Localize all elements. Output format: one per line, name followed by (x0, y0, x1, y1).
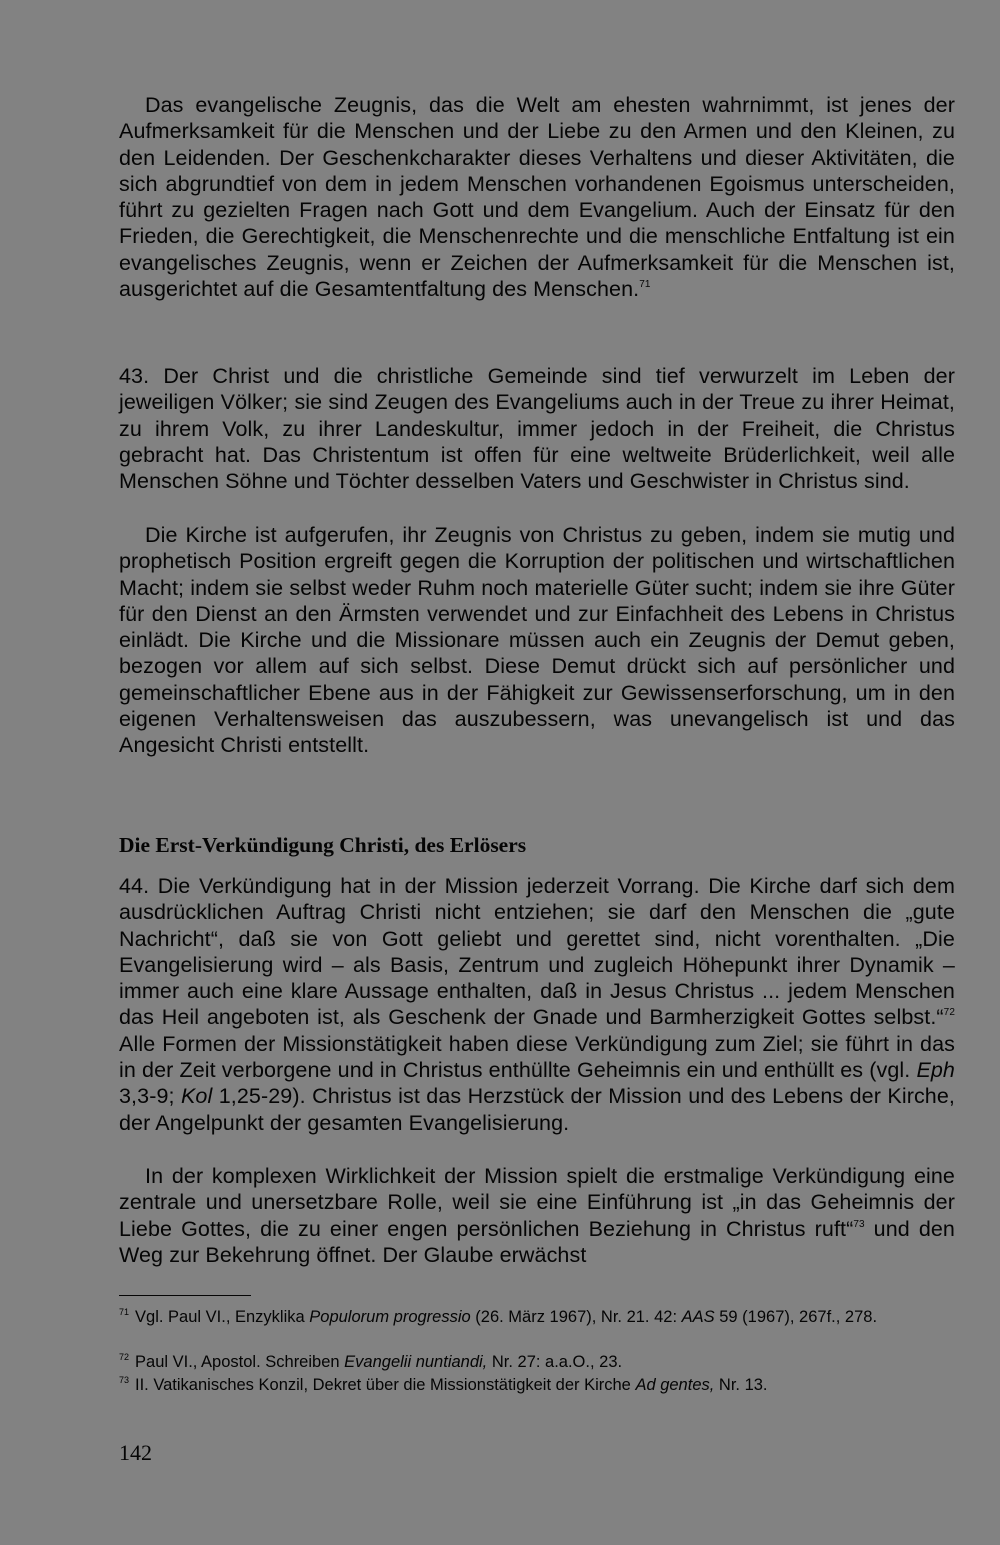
paragraph-witness (119, 92, 955, 302)
footnote-number: 73 (119, 1375, 130, 1385)
paragraph-text: 1,25-29). Christus ist das Herzstück der Mission und des Lebens der Kirche, der Angelpunkt der gesamten Evangelisierung. (119, 1084, 956, 1135)
footnote-title: AAS (681, 1308, 715, 1326)
footnote-text: Nr. 13. (714, 1376, 768, 1394)
footnote-text: Vgl. Paul VI., Enzyklika (135, 1308, 310, 1326)
footnote-ref-73: 73 (853, 1218, 865, 1230)
paragraph-text: Das evangelische Zeugnis, das die Welt am ehesten wahrnimmt, ist jenes der Aufmerksamkeit für die Menschen und der Liebe zu den Armen und den Kleinen, zu den Leidenden. Der Geschenkcharakter dieses Verhaltens und dieser Aktivitäten, die sich abgrundtief von dem in jedem Menschen vorhandenen Egoismus unterscheiden, führt zu gezielten Fragen nach Gott und dem Evangelium. Auch der Einsatz für den Frieden, die Gerechtigkeit, die Menschenrechte und die menschliche Entfaltung ist ein evangelisches Zeugnis, wenn er Zeichen der Aufmerksamkeit für die Menschen ist, ausgerichtet auf die Gesamtentfaltung des Menschen. (119, 93, 955, 302)
paragraph-text: 3,3-9; (119, 1084, 181, 1109)
footnote-title: Evangelii nuntiandi, (344, 1353, 488, 1371)
paragraph-43 (119, 363, 955, 494)
section-heading: Die Erst-Verkündigung Christi, des Erlösers (119, 833, 527, 857)
footnote-72 (119, 1352, 955, 1374)
paragraph-text: Alle Formen der Missionstätigkeit haben diese Verkündigung zum Ziel; sie führt in das in der Zeit verborgene und in Christus enthüllte Geheimnis ein und enthüllt es (vgl. (119, 1031, 955, 1083)
paragraph-text: 43. Der Christ und die christliche Gemeinde sind tief verwurzelt im Leben der jeweiligen Völker; sie sind Zeugen des Evangeliums auch in der Treue zu ihrer Heimat, zu ihrem Volk, zu ihrer Landeskultur, immer jedoch in der Freiheit, die Christus gebracht hat. Das Christentum ist offen für eine weltweite Brüderlichkeit, weil alle Menschen Söhne und Töchter desselben Vaters und Geschwister in Christus sind. (119, 364, 955, 494)
footnote-73 (119, 1375, 955, 1397)
footnote-71 (119, 1307, 955, 1329)
footnote-ref-71: 71 (639, 279, 651, 291)
paragraph-first-proclamation (119, 1163, 955, 1268)
paragraph-church-witness (119, 522, 955, 759)
citation-eph: Eph (916, 1058, 955, 1083)
footnote-text: (26. März 1967), Nr. 21. 42: (470, 1308, 682, 1326)
citation-kol: Kol (180, 1084, 213, 1109)
paragraph-text: und den Weg zur Bekehrung öffnet. Der Glaube erwächst (119, 1216, 955, 1267)
footnote-title: Ad gentes, (635, 1376, 715, 1394)
footnote-text: Paul VI., Apostol. Schreiben (135, 1353, 345, 1371)
page-number: 142 (119, 1440, 152, 1465)
footnote-text: Nr. 27: a.a.O., 23. (487, 1353, 623, 1371)
footnote-text: 59 (1967), 267f., 278. (714, 1308, 878, 1326)
footnote-number: 72 (119, 1352, 130, 1362)
paragraph-44 (119, 873, 955, 1136)
footnote-text: II. Vatikanisches Konzil, Dekret über die Missionstätigkeit der Kirche (135, 1376, 636, 1394)
paragraph-text: In der komplexen Wirklichkeit der Mission spielt die erstmalige Verkündigung eine zentrale und unersetzbare Rolle, weil sie eine Einführung ist „in das Geheimnis der Liebe Gottes, die zu einer engen persönlichen Beziehung in Christus ruft“ (119, 1164, 955, 1241)
paragraph-text: 44. Die Verkündigung hat in der Mission jederzeit Vorrang. Die Kirche darf sich dem ausdrücklichen Auftrag Christi nicht entziehen; sie darf den Menschen die „gute Nachricht“, daß sie von Gott geliebt und gerettet sind, nicht vorenthalten. „Die Evangelisierung wird – als Basis, Zentrum und zugleich Höhepunkt ihrer Dynamik – immer auch eine klare Aussage enthalten, daß in Jesus Christus ... jedem Menschen das Heil angeboten ist, als Geschenk der Gnade und Barmherzigkeit Gottes selbst.“ (119, 874, 955, 1030)
paragraph-text: Die Kirche ist aufgerufen, ihr Zeugnis von Christus zu geben, indem sie mutig und prophetisch Position ergreift gegen die Korruption der politischen und wirtschaftlichen Macht; indem sie selbst weder Ruhm noch materielle Güter sucht; indem sie ihre Güter für den Dienst an den Ärmsten verwendet und zur Einfachheit des Lebens in Christus einlädt. Die Kirche und die Missionare müssen auch ein Zeugnis der Demut geben, bezogen vor allem auf sich selbst. Diese Demut drückt sich auf persönlicher und gemeinschaftlicher Ebene aus in der Fähigkeit zur Gewissenserforschung, um in den eigenen Verhaltensweisen das auszubessern, was unevangelisch ist und das Angesicht Christi entstellt. (119, 523, 955, 758)
footnote-number: 71 (119, 1307, 130, 1317)
footnote-divider (119, 1295, 251, 1296)
footnote-title: Populorum progressio (309, 1308, 471, 1326)
footnote-ref-72: 72 (943, 1007, 955, 1019)
